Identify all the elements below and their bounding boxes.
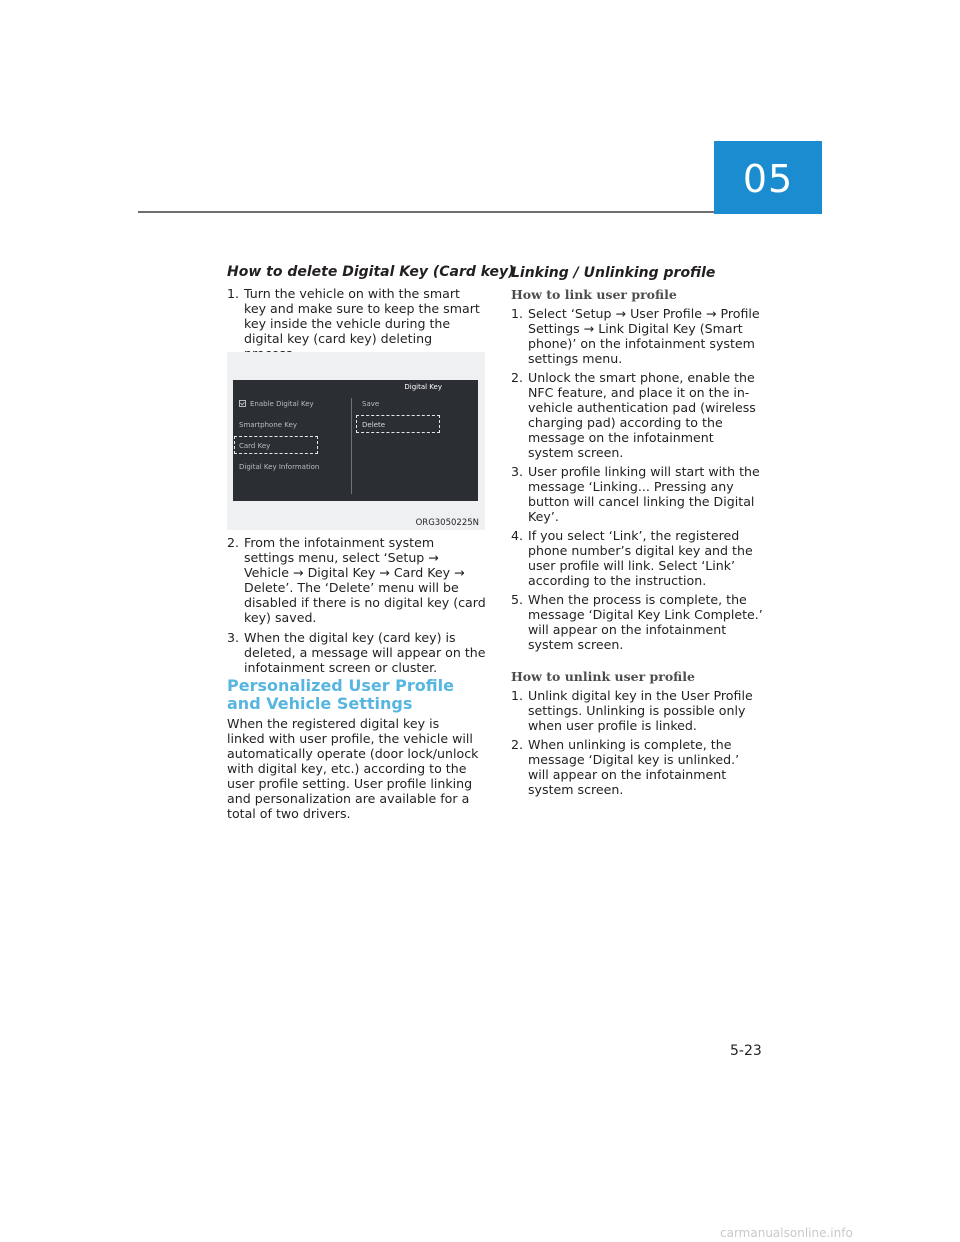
- section-title-delete-card-key: How to delete Digital Key (Card key): [227, 264, 515, 280]
- list-item: [511, 688, 763, 733]
- menu-item-smartphone-key: Smartphone Key: [239, 421, 297, 429]
- step-number: 4.: [511, 528, 524, 543]
- step-text: When unlinking is complete, the message ‘Digital key is unlinked.’ will appear on the infotainment system screen.: [528, 737, 740, 797]
- step-text: Unlink digital key in the User Profile settings. Unlinking is possible only when user profile is linked.: [528, 688, 753, 733]
- step-text: Turn the vehicle on with the smart key and make sure to keep the smart key inside the vehicle during the digital key (card key) deleting: [244, 286, 480, 346]
- step-text: When the process is complete, the message ‘Digital Key Link Complete.’ will appear on the infotainment system screen.: [528, 592, 763, 652]
- step-text: If you select ‘Link’, the registered phone number’s digital key and the user profile will link. Select ‘Link’ according to the instruction.: [528, 528, 753, 588]
- step-text: When the digital key (card key) is deleted, a message will appear on the infotainment screen or cluster.: [244, 630, 486, 675]
- list-item: [511, 737, 763, 797]
- digital-key-figure: [227, 352, 485, 530]
- step-text: User profile linking will start with the message ‘Linking... Pressing any button will cancel linking the Digital Key’.: [528, 464, 760, 524]
- figure-code: ORG3050225N: [415, 518, 479, 528]
- step-text: Select ‘Setup → User Profile → Profile Settings → Link Digital Key (Smart phone)’ on the infotainment system settings menu.: [528, 306, 760, 366]
- step-number: 1.: [511, 688, 524, 703]
- list-item: [511, 464, 763, 524]
- page-number: 5-23: [730, 1043, 762, 1059]
- step-text: Unlock the smart phone, enable the NFC feature, and place it on the in-vehicle authentication pad (wireless charging pad) according to the message on the infotainment system screen.: [528, 370, 756, 460]
- personalized-profile-body: When the registered digital key is linked with user profile, the vehicle will automatically operate (door lock/unlock with digital key, etc.) according to the user profile setting. User profile linking and personalization are available for a total of two drivers.: [227, 716, 479, 821]
- chapter-tab: [714, 141, 822, 214]
- list-item: [511, 592, 763, 652]
- watermark: carmanualsonline.info: [720, 1226, 853, 1240]
- screen-title: Digital Key: [404, 383, 442, 391]
- checkbox-icon: [239, 400, 246, 407]
- delete-steps-a: [227, 286, 485, 361]
- menu-item-digital-key-information: Digital Key Information: [239, 463, 320, 471]
- link-steps: [511, 306, 763, 652]
- unlink-steps: [511, 688, 763, 797]
- step-number: 3.: [511, 464, 524, 479]
- delete-steps-b: [227, 535, 487, 675]
- step-number: 2.: [227, 535, 240, 550]
- screen-divider: [351, 398, 352, 494]
- section-title-personalized-profile: Personalized User Profile and Vehicle Settings: [227, 676, 454, 713]
- list-item: [227, 630, 487, 675]
- step-text: From the infotainment system settings menu, select ‘Setup → Vehicle → Digital Key → Card Key → Delete’. The ‘Delete’ menu will be disabled if there is no digital key (card key) saved.: [244, 535, 486, 625]
- option-delete: Delete: [362, 421, 385, 429]
- step-number: 2.: [511, 737, 524, 752]
- chapter-number: 05: [742, 156, 794, 201]
- section-title-linking-unlinking: Linking / Unlinking profile: [511, 265, 716, 281]
- menu-item-card-key: Card Key: [239, 442, 271, 450]
- list-item: [511, 306, 763, 366]
- subsection-title-unlink: How to unlink user profile: [511, 669, 695, 684]
- header-rule: [138, 211, 714, 213]
- list-item: [227, 535, 487, 625]
- step-number: 5.: [511, 592, 524, 607]
- list-item: [511, 370, 763, 460]
- list-item: [227, 286, 485, 361]
- step-number: 1.: [511, 306, 524, 321]
- step-number: 2.: [511, 370, 524, 385]
- subsection-title-link: How to link user profile: [511, 287, 677, 302]
- list-item: [511, 528, 763, 588]
- option-save: Save: [362, 400, 380, 408]
- step-number: 1.: [227, 286, 240, 301]
- infotainment-screen: [233, 380, 478, 501]
- step-number: 3.: [227, 630, 240, 645]
- menu-item-enable-digital-key: Enable Digital Key: [239, 400, 314, 408]
